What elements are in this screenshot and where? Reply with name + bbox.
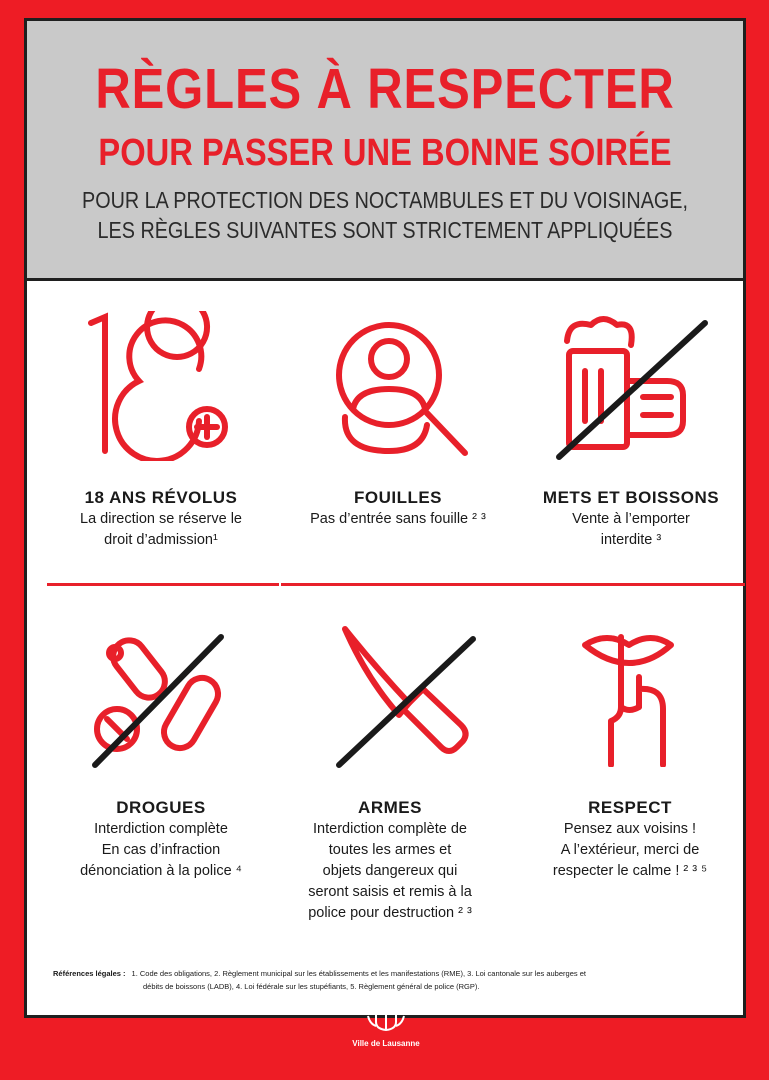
rule-weapons-line: police pour destruction ² ³ — [308, 905, 472, 921]
references-line-1: 1. Code des obligations, 2. Règlement municipal sur les établissements et les manifestations (RME), 3. Loi cantonale sur les auberges et — [131, 969, 586, 978]
rule-age-line: droit d’admission¹ — [104, 532, 218, 548]
age-18-plus-icon — [79, 311, 239, 461]
rule-drugs-line: En cas d’infraction — [101, 842, 221, 858]
rule-weapons-line: Interdiction complète de — [313, 821, 467, 837]
legal-references — [53, 967, 723, 993]
rule-respect — [515, 797, 745, 882]
rule-weapons — [275, 797, 505, 924]
rule-age-title: 18 ANS RÉVOLUS — [84, 488, 238, 507]
rule-age-line: La direction se réserve le — [80, 511, 242, 527]
page-title: RÈGLES À RESPECTER — [95, 57, 675, 121]
rule-respect-line: A l’extérieur, merci de — [560, 842, 700, 858]
rule-search-title: FOUILLES — [353, 488, 443, 507]
header-panel — [27, 21, 743, 281]
divider-middle — [281, 583, 513, 586]
references-label: Références légales : — [53, 969, 126, 978]
rule-respect-title: RESPECT — [588, 798, 672, 817]
rule-age — [46, 487, 276, 551]
divider-left — [47, 583, 279, 586]
search-person-icon — [327, 313, 477, 463]
rule-weapons-line: seront saisis et remis à la — [308, 884, 472, 900]
description-line-2: LES RÈGLES SUIVANTES SONT STRICTEMENT APPLIQUÉES — [97, 217, 673, 243]
rule-drugs-line: dénonciation à la police ⁴ — [80, 863, 242, 879]
no-drugs-icon — [79, 619, 229, 769]
silence-icon — [567, 617, 697, 767]
page-subtitle: POUR PASSER UNE BONNE SOIRÉE — [98, 132, 672, 174]
no-knife-icon — [317, 619, 487, 769]
rule-drugs-line: Interdiction complète — [94, 821, 228, 837]
rule-weapons-title: ARMES — [358, 798, 422, 817]
city-logo — [336, 1002, 436, 1048]
logo-text: Ville de Lausanne — [352, 1039, 420, 1048]
rule-food-drinks — [516, 487, 746, 551]
coat-of-arms-icon — [366, 1002, 406, 1032]
rule-drugs — [46, 797, 276, 882]
rule-food-drinks-title: METS ET BOISSONS — [542, 488, 720, 507]
rule-search-line: Pas d’entrée sans fouille ² ³ — [310, 511, 486, 527]
poster-frame — [24, 18, 746, 1018]
rule-weapons-line: toutes les armes et — [328, 842, 452, 858]
rule-food-drinks-line: interdite ³ — [600, 532, 662, 548]
references-line-2: débits de boissons (LADB), 4. Loi fédérale sur les stupéfiants, 5. Règlement général de police (RGP). — [143, 982, 480, 991]
rule-respect-line: Pensez aux voisins ! — [563, 821, 697, 837]
rule-search — [283, 487, 513, 530]
rule-food-drinks-line: Vente à l’emporter — [572, 511, 690, 527]
header-description — [77, 185, 693, 245]
description-line-1: POUR LA PROTECTION DES NOCTAMBULES ET DU VOISINAGE, — [82, 187, 688, 213]
rule-respect-line: respecter le calme ! ² ³ ⁵ — [552, 863, 708, 879]
no-beer-icon — [547, 311, 717, 461]
divider-right — [513, 583, 745, 586]
rule-weapons-line: objets dangereux qui — [322, 863, 458, 879]
rule-drugs-title: DROGUES — [116, 798, 206, 817]
